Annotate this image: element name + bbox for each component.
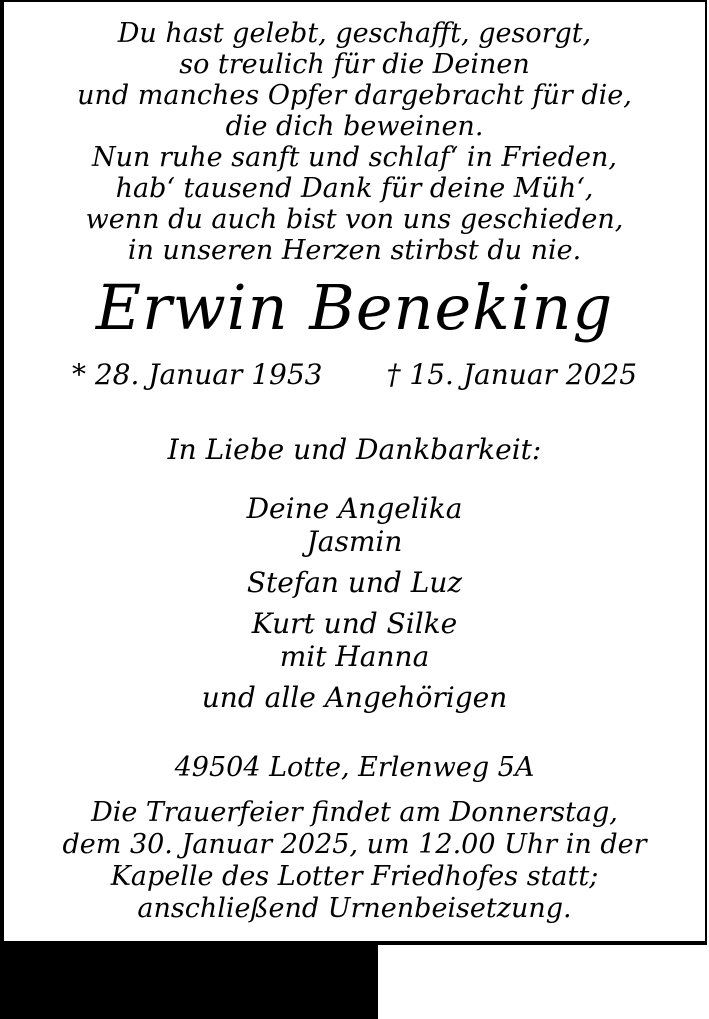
poem-line: wenn du auch bist von uns geschieden, bbox=[85, 204, 624, 235]
mourner-line: Kurt und Silke bbox=[251, 607, 458, 641]
funeral-info-line: anschließend Urnenbeisetzung. bbox=[137, 893, 572, 925]
memorial-poem bbox=[4, 18, 705, 266]
poem-line: Nun ruhe sanft und schlaf‘ in Frieden, bbox=[92, 142, 617, 173]
poem-line: so treulich für die Deinen bbox=[179, 49, 530, 80]
poem-line: und manches Opfer dargebracht für die, bbox=[77, 80, 632, 111]
funeral-info-line: Die Trauerfeier findet am Donnerstag, bbox=[91, 797, 618, 829]
poem-line: hab‘ tausend Dank für deine Müh‘, bbox=[115, 173, 594, 204]
funeral-info-line: Kapelle des Lotter Friedhofes statt; bbox=[110, 861, 599, 893]
funeral-info-line: dem 30. Januar 2025, um 12.00 Uhr in der bbox=[62, 829, 647, 861]
mourner-line: und alle Angehörigen bbox=[201, 681, 508, 715]
deceased-name: Erwin Beneking bbox=[95, 271, 614, 344]
salutation: In Liebe und Dankbarkeit: bbox=[167, 433, 542, 467]
mourner-line: mit Hanna bbox=[279, 640, 430, 674]
address: 49504 Lotte, Erlenweg 5A bbox=[174, 752, 535, 784]
poem-line: Du hast gelebt, geschafft, gesorgt, bbox=[117, 18, 592, 49]
death-date: † 15. Januar 2025 bbox=[386, 358, 638, 392]
poem-line: in unseren Herzen stirbst du nie. bbox=[127, 235, 582, 266]
mourner-group bbox=[4, 566, 705, 599]
poem-line: die dich beweinen. bbox=[225, 111, 484, 142]
mourner-group bbox=[4, 681, 705, 714]
mourner-group bbox=[4, 607, 705, 673]
mourner-line: Jasmin bbox=[306, 525, 403, 559]
life-dates bbox=[4, 358, 705, 391]
mourners-list bbox=[4, 492, 705, 714]
mourner-line: Stefan und Luz bbox=[246, 566, 463, 600]
mourner-group bbox=[4, 492, 705, 558]
mourner-line: Deine Angelika bbox=[246, 492, 463, 526]
funeral-info bbox=[4, 797, 705, 925]
birth-date: * 28. Januar 1953 bbox=[71, 358, 323, 392]
redaction-block bbox=[0, 945, 378, 1019]
